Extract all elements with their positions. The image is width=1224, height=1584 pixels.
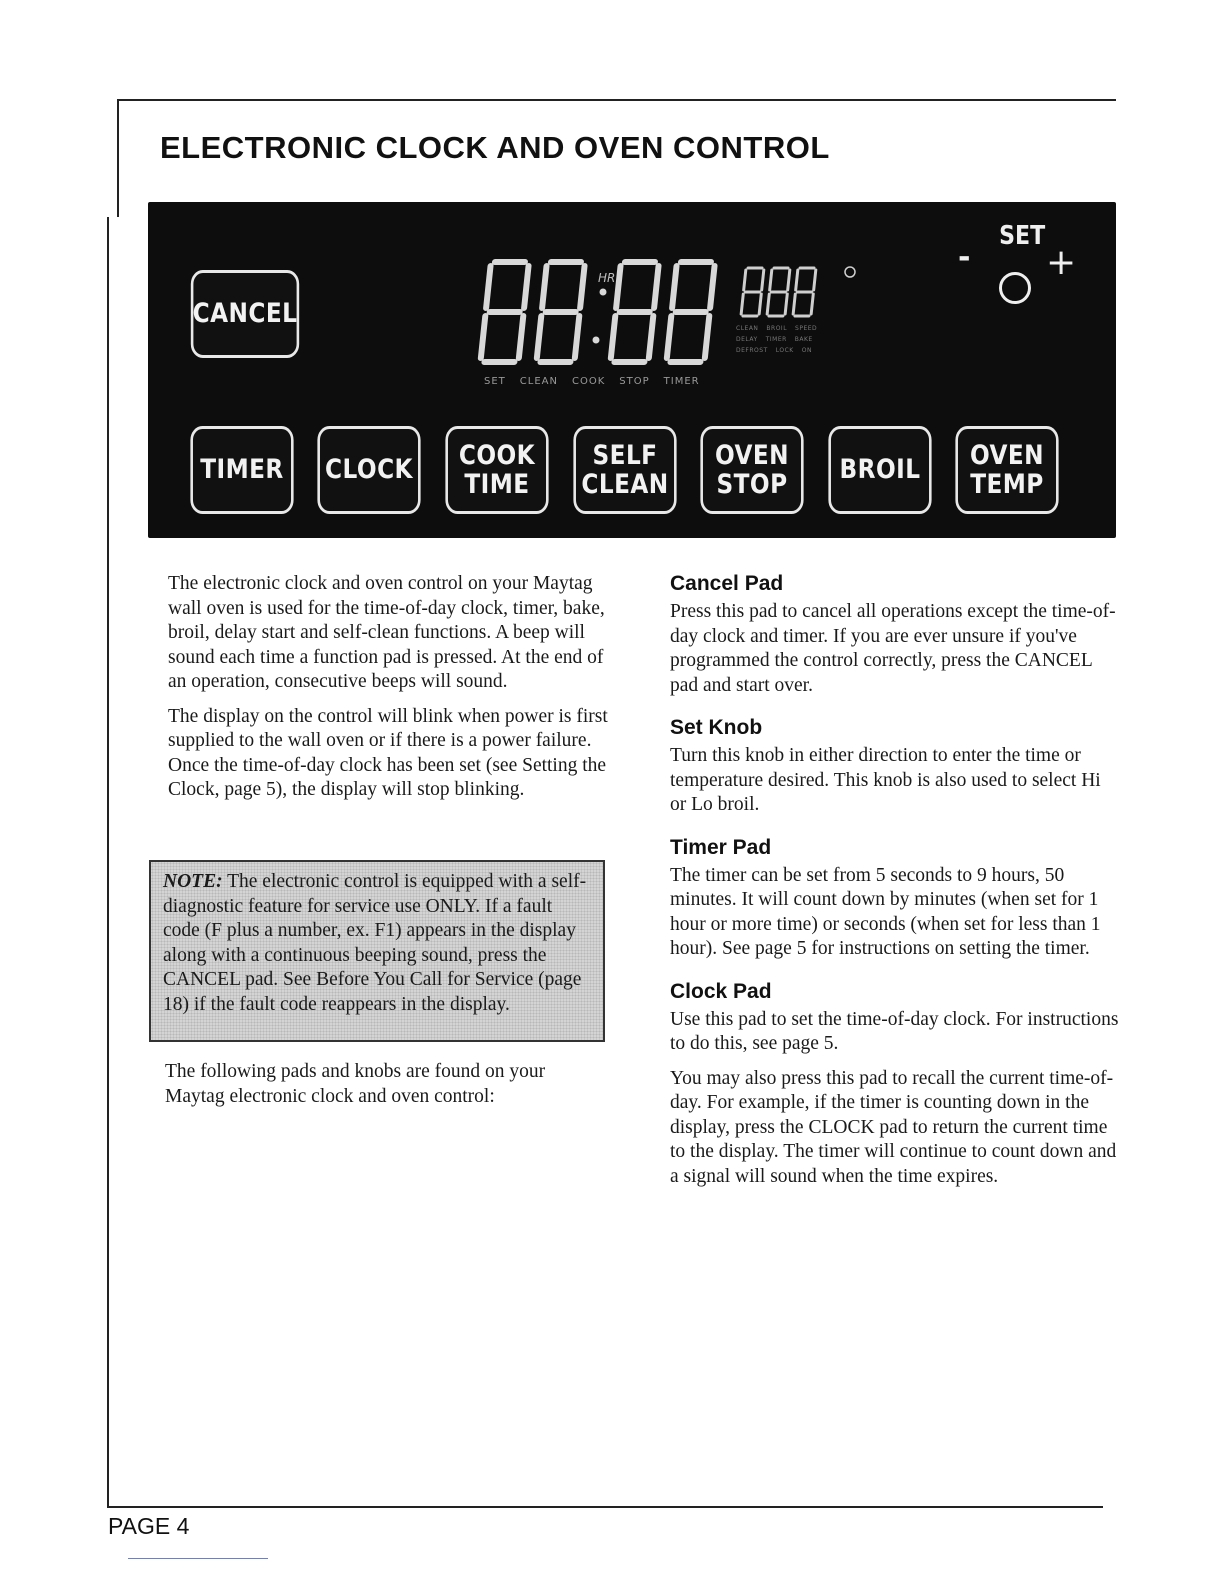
hr-label: HR (598, 271, 616, 285)
display-paragraph: The display on the control will blink when power is first supplied to the wall oven or if there is a power failure. Once the time-of-day clock has been set (see Setting the Clock, page 5), the display will stop blinking. (168, 705, 608, 800)
section-heading: Clock Pad (670, 979, 772, 1003)
self-clean-pad[interactable]: SELF CLEAN (573, 426, 676, 514)
colon-dot-upper (600, 289, 607, 296)
scan-artifact-line (128, 1558, 268, 1559)
left-column (168, 572, 608, 813)
section-heading: Timer Pad (670, 835, 772, 859)
section-heading: Set Knob (670, 716, 763, 739)
temp-digit-1 (741, 268, 764, 316)
set-label: SET (999, 221, 1046, 251)
page-number: PAGE 4 (108, 1513, 190, 1539)
left-rule (117, 99, 119, 217)
section-text: Use this pad to set the time-of-day clock. For instructions to do this, see page 5. (670, 1008, 1119, 1054)
top-rule (118, 99, 1116, 101)
section-text: The timer can be set from 5 seconds to 9 hours, 50 minutes. It will count down by minutes (when set for 1 hour or more time) or seconds (when set for less than 1 hour). See page 5 for instructions on setting the timer. (670, 864, 1101, 959)
display-mode-labels: SET CLEAN COOK STOP TIMER (484, 376, 700, 387)
section-heading: Cancel Pad (670, 572, 784, 595)
following-pads-paragraph: The following pads and knobs are found on your Maytag electronic clock and oven control: (165, 1061, 546, 1107)
section-text: You may also press this pad to recall the current time-of-day. For example, if the timer is counting down in the display, press the CLOCK pad to return the current time to the display. The timer will continue to count down and a signal will sound when the time expires. (670, 1067, 1117, 1187)
page-title: ELECTRONIC CLOCK AND OVEN CONTROL (160, 130, 830, 165)
display-digit-1 (480, 262, 529, 362)
section-text: Turn this knob in either direction to enter the time or temperature desired. This knob is also used to select Hi or Lo broil. (670, 745, 1101, 815)
temp-digit-3 (793, 268, 816, 316)
display-digit-2 (536, 262, 585, 362)
oven-temp-pad[interactable]: OVEN TEMP (955, 426, 1058, 514)
degree-icon (845, 267, 855, 277)
oven-stop-pad[interactable]: OVEN STOP (700, 426, 803, 514)
note-text: The electronic control is equipped with a self-diagnostic feature for service use ONLY. If a fault code (F plus a number, ex. F1) appears in the display along with a continuous beeping sound, press the CANCEL pad. See Before You Call for Service (page 18) if the fault code reappears in the display. (163, 871, 587, 1015)
display-indicator-labels: CLEAN BROIL SPEED DELAY TIMER BAKE DEFROST LOCK ON (736, 325, 818, 354)
clock-pad[interactable]: CLOCK (317, 426, 420, 514)
broil-pad[interactable]: BROIL (828, 426, 931, 514)
colon-dot-lower (593, 337, 600, 344)
minus-icon: - (958, 240, 971, 275)
intro-paragraph: The electronic clock and oven control on your Maytag wall oven is used for the time-of-day clock, timer, bake, broil, delay start and self-clean functions. A beep will sound each time a function pad is pressed. At the end of an operation, consecutive beeps will sound. (168, 573, 605, 692)
left-rule-lower (107, 217, 109, 1507)
cancel-pad[interactable]: CANCEL (191, 270, 299, 358)
timer-pad[interactable]: TIMER (190, 426, 293, 514)
note-box (149, 860, 605, 1042)
cook-time-pad[interactable]: COOK TIME (445, 426, 548, 514)
display-digit-3 (610, 262, 659, 362)
display-digit-4 (666, 262, 715, 362)
section-text: Press this pad to cancel all operations except the time-of-day clock and timer. If you are ever unsure if you've programmed the control correctly, press the CANCEL pad and start over. (670, 601, 1116, 696)
plus-icon: + (1046, 242, 1077, 283)
temp-digit-2 (767, 268, 790, 316)
cancel-pad-section (670, 572, 1120, 698)
note-label: NOTE: (163, 871, 223, 892)
set-knob-section (670, 716, 1120, 818)
set-knob[interactable] (999, 272, 1031, 304)
bottom-rule (107, 1506, 1103, 1508)
clock-pad-section (670, 980, 1120, 1190)
timer-pad-section (670, 836, 1120, 962)
right-column (670, 572, 1120, 1207)
